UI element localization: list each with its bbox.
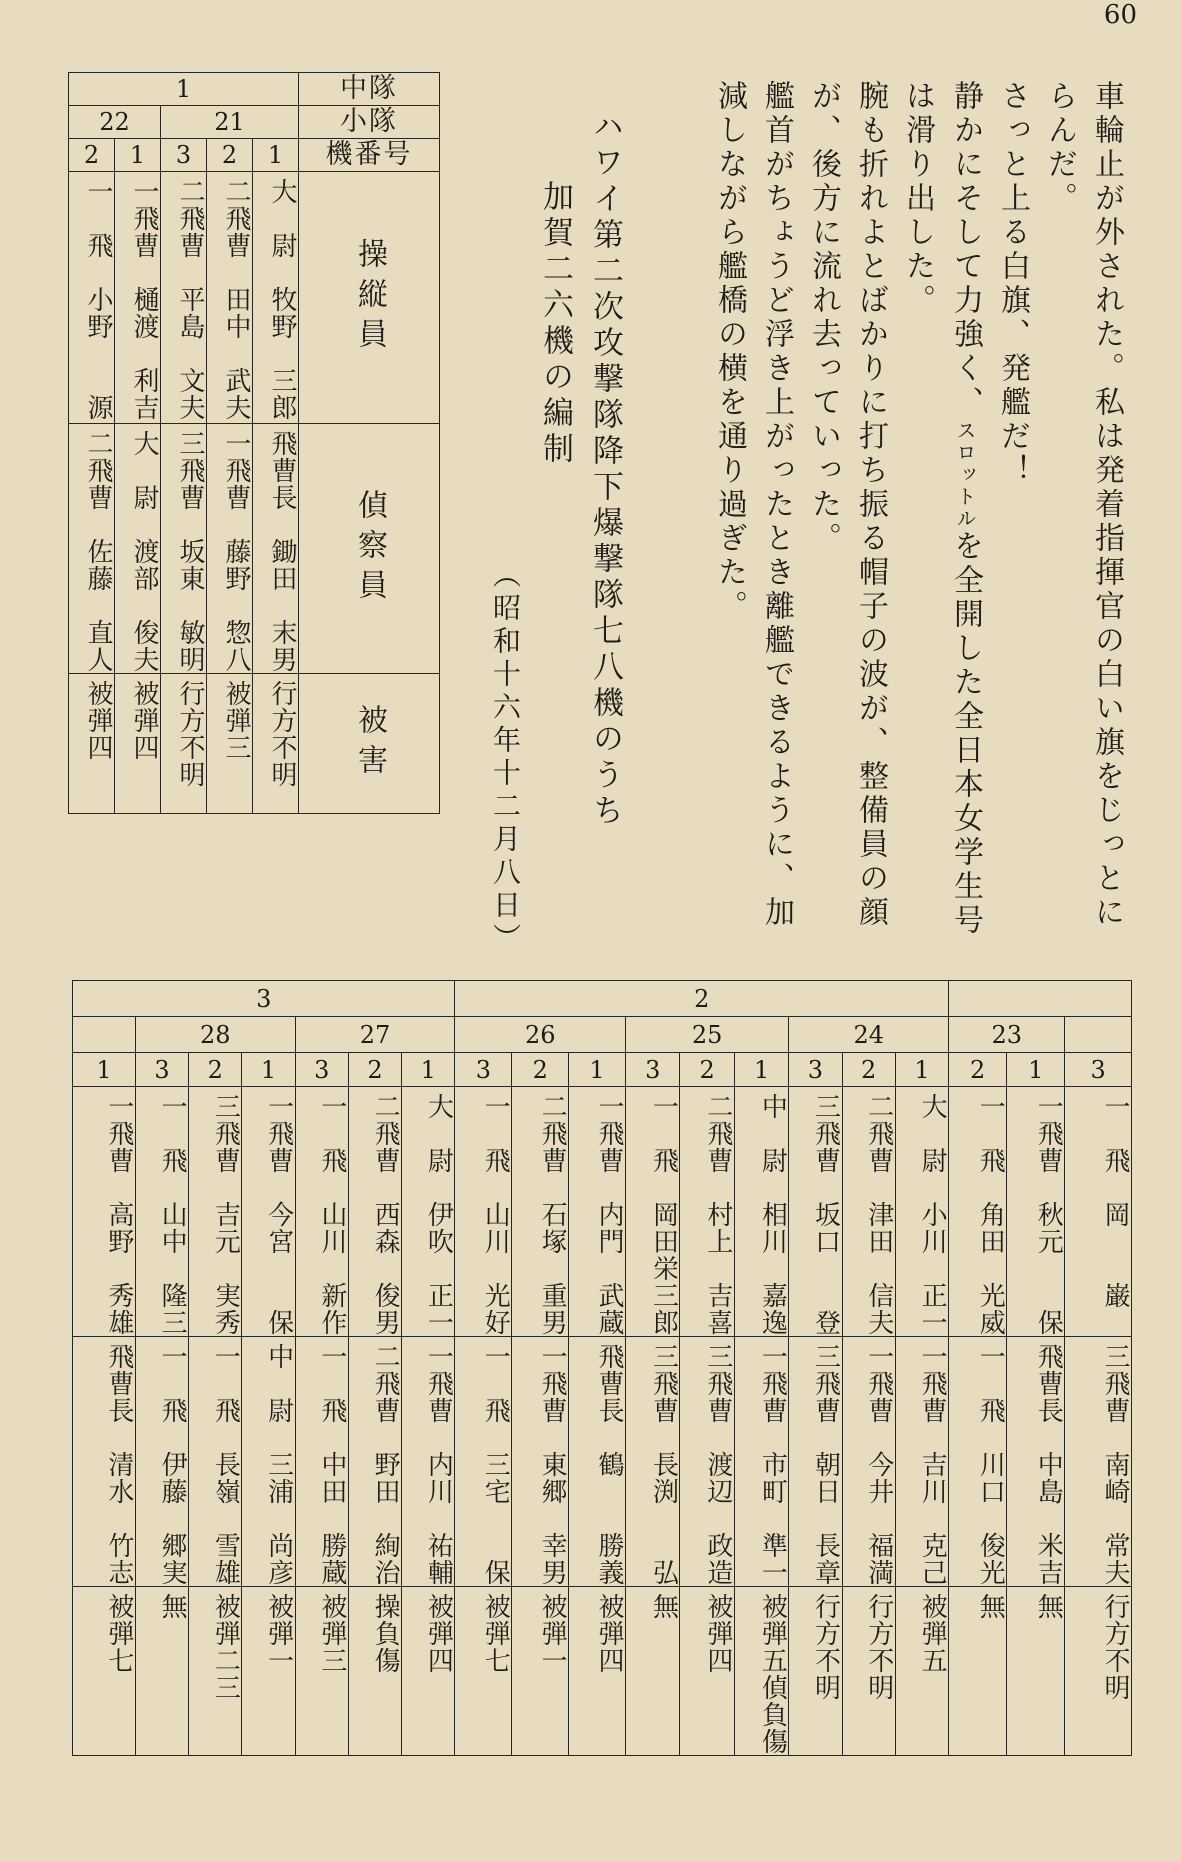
observer-cell: 一飛曹 藤野 惣八 xyxy=(207,424,253,674)
damage-cell: 被弾四 xyxy=(569,1587,626,1756)
pilot-cell: 一飛曹 内門 武蔵 xyxy=(569,1087,626,1337)
observer-cell: 飛曹長 清水 竹志 xyxy=(73,1337,136,1587)
damage-cell: 無 xyxy=(626,1587,680,1756)
observer-cell: 一 飛 長嶺 雪雄 xyxy=(189,1337,242,1587)
pilot-row xyxy=(73,1087,1132,1337)
observer-row xyxy=(69,424,440,674)
damage-cell: 被弾三 xyxy=(207,674,253,814)
table-caption xyxy=(460,110,630,956)
plane-number: 1 xyxy=(253,139,299,172)
plane-number: 1 xyxy=(402,1053,455,1087)
pilot-cell: 一 飛 角田 光威 xyxy=(949,1087,1007,1337)
shotai-number: 26 xyxy=(455,1017,626,1053)
pilot-cell: 二飛曹 村上 吉喜 xyxy=(680,1087,734,1337)
caption-line: 加賀二六機の編制 xyxy=(537,180,573,468)
pilot-cell: 二飛曹 西森 俊男 xyxy=(348,1087,401,1337)
pilot-cell: 二飛曹 石塚 重男 xyxy=(512,1087,569,1337)
header-damage: 被害 xyxy=(299,674,440,814)
paragraph: 車輪止が外された。私は発着指揮官の白い旗をじっとにらんだ。 xyxy=(1042,80,1124,930)
damage-cell: 被弾一 xyxy=(242,1587,295,1756)
header-chutai: 中隊 xyxy=(299,73,440,106)
pilot-cell: 一 飛 小野 源 xyxy=(69,172,115,424)
damage-cell: 無 xyxy=(949,1587,1007,1756)
plane-number: 3 xyxy=(626,1053,680,1087)
plane-number-row xyxy=(73,1053,1132,1087)
pilot-cell: 二飛曹 田中 武夫 xyxy=(207,172,253,424)
damage-row xyxy=(73,1587,1132,1756)
observer-cell: 一 飛 中田 勝蔵 xyxy=(295,1337,348,1587)
observer-cell: 一 飛 川口 俊光 xyxy=(949,1337,1007,1587)
shotai-number: 27 xyxy=(295,1017,455,1053)
pilot-cell: 大 尉 牧野 三郎 xyxy=(253,172,299,424)
observer-cell: 三飛曹 長渕 弘 xyxy=(626,1337,680,1587)
paragraph: さっと上る白旗、発艦だ！ xyxy=(995,80,1030,488)
damage-cell: 行方不明 xyxy=(161,674,207,814)
chutai-number: 3 xyxy=(73,981,455,1017)
pilot-cell: 一 飛 岡田栄三郎 xyxy=(626,1087,680,1337)
pilot-cell: 中 尉 相川 嘉逸 xyxy=(734,1087,788,1337)
paragraph: 腕も折れよとばかりに打ち振る帽子の波が、整備員の顔が、後方に流れ去っていった。 xyxy=(806,80,888,930)
blank-header xyxy=(949,981,1132,1017)
plane-number: 3 xyxy=(135,1053,188,1087)
pilot-cell: 一 飛 山中 隆三 xyxy=(135,1087,188,1337)
damage-cell: 行方不明 xyxy=(789,1587,842,1756)
shotai-row xyxy=(73,1017,1132,1053)
shotai-number: 22 xyxy=(69,106,161,139)
damage-cell: 被弾七 xyxy=(73,1587,136,1756)
pilot-cell: 大 尉 小川 正一 xyxy=(895,1087,948,1337)
roster-table-chutai-3-2 xyxy=(72,980,1132,1756)
observer-cell: 三飛曹 坂東 敏明 xyxy=(161,424,207,674)
blank-header xyxy=(1065,1017,1132,1053)
plane-number: 1 xyxy=(73,1053,136,1087)
plane-number-row xyxy=(69,139,440,172)
narrative-text xyxy=(660,80,1130,940)
shotai-number: 28 xyxy=(135,1017,295,1053)
observer-row xyxy=(73,1337,1132,1587)
header-pilot: 操縦員 xyxy=(299,172,440,424)
plane-number: 3 xyxy=(161,139,207,172)
damage-cell: 被弾二三 xyxy=(189,1587,242,1756)
plane-number: 2 xyxy=(207,139,253,172)
chutai-number: 2 xyxy=(455,981,949,1017)
shotai-number: 25 xyxy=(626,1017,789,1053)
plane-number: 2 xyxy=(348,1053,401,1087)
plane-number: 3 xyxy=(1065,1053,1132,1087)
pilot-cell: 三飛曹 坂口 登 xyxy=(789,1087,842,1337)
shotai-number: 24 xyxy=(789,1017,949,1053)
pilot-cell: 一 飛 山川 新作 xyxy=(295,1087,348,1337)
pilot-cell: 二飛曹 平島 文夫 xyxy=(161,172,207,424)
plane-number: 1 xyxy=(1007,1053,1065,1087)
observer-cell: 中 尉 三浦 尚彦 xyxy=(242,1337,295,1587)
damage-cell: 被弾四 xyxy=(115,674,161,814)
damage-cell: 無 xyxy=(1007,1587,1065,1756)
damage-cell: 被弾四 xyxy=(69,674,115,814)
pilot-row xyxy=(69,172,440,424)
chutai-number: 1 xyxy=(69,73,299,106)
damage-cell: 被弾三 xyxy=(295,1587,348,1756)
shotai-row xyxy=(69,106,440,139)
plane-number: 2 xyxy=(842,1053,895,1087)
pilot-cell: 一飛曹 樋渡 利吉 xyxy=(115,172,161,424)
pilot-cell: 一飛曹 今宮 保 xyxy=(242,1087,295,1337)
caption-line: ハワイ第二次攻撃隊降下爆撃隊七八機のうち xyxy=(587,110,623,830)
pilot-cell: 一 飛 岡 巌 xyxy=(1065,1087,1132,1337)
plane-number: 1 xyxy=(115,139,161,172)
shotai-number: 23 xyxy=(949,1017,1065,1053)
observer-cell: 三飛曹 朝日 長章 xyxy=(789,1337,842,1587)
damage-cell: 行方不明 xyxy=(842,1587,895,1756)
damage-cell: 被弾一 xyxy=(512,1587,569,1756)
observer-cell: 飛曹長 中島 米吉 xyxy=(1007,1337,1065,1587)
damage-cell: 被弾四 xyxy=(402,1587,455,1756)
chutai-row xyxy=(69,73,440,106)
plane-number: 1 xyxy=(734,1053,788,1087)
shotai-number: 21 xyxy=(161,106,299,139)
pilot-cell: 三飛曹 吉元 実秀 xyxy=(189,1087,242,1337)
paragraph: 艦首がちょうど浮き上がったとき離艦できるように、加減しながら艦橋の横を通り過ぎた。 xyxy=(712,80,794,930)
observer-cell: 一 飛 三宅 保 xyxy=(455,1337,512,1587)
damage-cell: 被弾四 xyxy=(680,1587,734,1756)
plane-number: 2 xyxy=(512,1053,569,1087)
damage-cell: 被弾七 xyxy=(455,1587,512,1756)
chutai-row xyxy=(73,981,1132,1017)
plane-number: 1 xyxy=(569,1053,626,1087)
damage-cell: 無 xyxy=(135,1587,188,1756)
plane-number: 1 xyxy=(895,1053,948,1087)
pilot-cell: 一飛曹 高野 秀雄 xyxy=(73,1087,136,1337)
plane-number: 2 xyxy=(69,139,115,172)
plane-number: 2 xyxy=(680,1053,734,1087)
observer-cell: 一飛曹 今井 福満 xyxy=(842,1337,895,1587)
paragraph: 静かにそして力強く、スロットルを全開した全日本女学生号は滑り出した。 xyxy=(900,80,983,938)
plane-number: 2 xyxy=(949,1053,1007,1087)
observer-cell: 飛曹長 鶴 勝義 xyxy=(569,1337,626,1587)
pilot-cell: 一飛曹 秋元 保 xyxy=(1007,1087,1065,1337)
blank-header xyxy=(73,1017,136,1053)
plane-number: 3 xyxy=(455,1053,512,1087)
observer-cell: 二飛曹 佐藤 直人 xyxy=(69,424,115,674)
observer-cell: 一飛曹 市町 準一 xyxy=(734,1337,788,1587)
damage-cell: 操負傷 xyxy=(348,1587,401,1756)
roster-table-chutai-1 xyxy=(68,72,440,814)
header-plane-number: 機番号 xyxy=(299,139,440,172)
observer-cell: 一飛曹 吉川 克己 xyxy=(895,1337,948,1587)
header-shotai: 小隊 xyxy=(299,106,440,139)
observer-cell: 飛曹長 鋤田 末男 xyxy=(253,424,299,674)
pilot-cell: 一 飛 山川 光好 xyxy=(455,1087,512,1337)
damage-cell: 行方不明 xyxy=(253,674,299,814)
observer-cell: 三飛曹 渡辺 政造 xyxy=(680,1337,734,1587)
damage-row xyxy=(69,674,440,814)
damage-cell: 行方不明 xyxy=(1065,1587,1132,1756)
throttle-katakana: スロットル xyxy=(953,420,977,530)
plane-number: 1 xyxy=(242,1053,295,1087)
observer-cell: 一飛曹 内川 祐輔 xyxy=(402,1337,455,1587)
observer-cell: 一 飛 伊藤 郷実 xyxy=(135,1337,188,1587)
damage-cell: 被弾五偵負傷 xyxy=(734,1587,788,1756)
page-number: 60 xyxy=(1103,0,1137,30)
observer-cell: 大 尉 渡部 俊夫 xyxy=(115,424,161,674)
pilot-cell: 二飛曹 津田 信夫 xyxy=(842,1087,895,1337)
damage-cell: 被弾五 xyxy=(895,1587,948,1756)
caption-date: （昭和十六年十二月八日） xyxy=(489,560,522,956)
header-observer: 偵察員 xyxy=(299,424,440,674)
plane-number: 3 xyxy=(789,1053,842,1087)
pilot-cell: 大 尉 伊吹 正一 xyxy=(402,1087,455,1337)
plane-number: 3 xyxy=(295,1053,348,1087)
observer-cell: 三飛曹 南崎 常夫 xyxy=(1065,1337,1132,1587)
observer-cell: 一飛曹 東郷 幸男 xyxy=(512,1337,569,1587)
observer-cell: 二飛曹 野田 絢治 xyxy=(348,1337,401,1587)
plane-number: 2 xyxy=(189,1053,242,1087)
